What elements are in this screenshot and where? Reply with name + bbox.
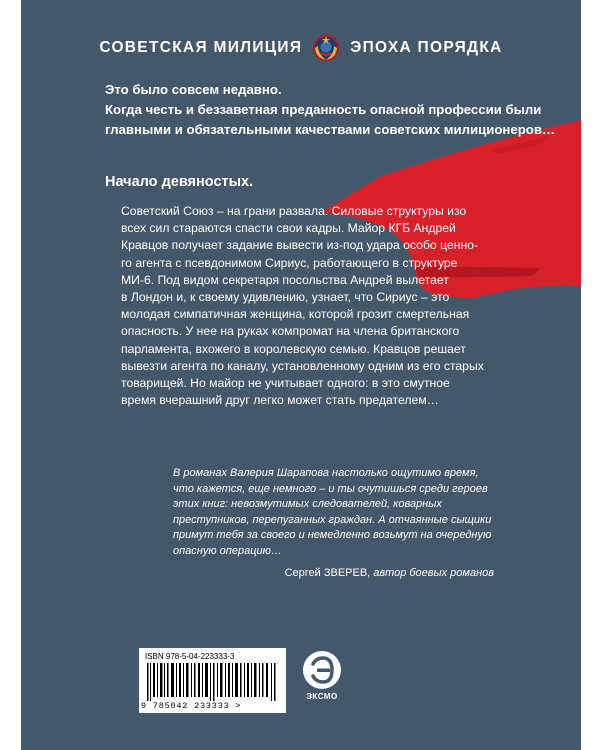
quote-line: преступников, перепуганных граждан. А отчаянные сыщики (173, 513, 492, 526)
publisher-name: ЭКСМО (306, 692, 338, 701)
intro-line-1: Это было совсем недавно. (105, 82, 282, 97)
isbn-label: ISBN 978-5-04-223333-3 (145, 652, 235, 661)
quote-line: примут тебя за своего и немедленно возьмут на очередную (173, 529, 492, 542)
synopsis-line: в Лондон и, к своему удивлению, узнает, что Сириус – это (121, 290, 450, 305)
synopsis-line: вывезти агента по каналу, установленному одним из его старых (121, 358, 484, 373)
quote-line: что кажется, еще немного – и ты очутишься среди героев (173, 482, 488, 495)
synopsis-line: всех сил стараются спасти свои кадры. Майор КГБ Андрей (121, 221, 456, 236)
synopsis-line: Советский Союз – на грани развала. Силовые структуры изо (121, 204, 467, 218)
quote-attribution (21, 567, 494, 579)
barcode-block (139, 648, 286, 713)
intro-text (105, 80, 575, 140)
quote-line: опасную операцию… (173, 544, 282, 557)
series-banner (21, 36, 581, 60)
quote-line: В романах Валерия Шарапова настолько ощутимо время, (173, 467, 479, 479)
attribution-role: автор боевых романов (373, 567, 494, 579)
barcode-icon (147, 663, 279, 701)
synopsis-text (121, 203, 505, 409)
synopsis-line: товарищей. Но майор не учитывает одного: в это смутное (121, 376, 450, 391)
series-title-left: СОВЕТСКАЯ МИЛИЦИЯ (99, 39, 303, 56)
synopsis-line: го агента с псевдонимом Сириус, работающего в структуре (121, 255, 458, 270)
quote-line: этих книг: невозмутимых следователей, коварных (173, 498, 442, 511)
synopsis-line: время вчерашний друг легко может стать предателем… (121, 393, 439, 408)
synopsis-line: парламента, вхожего в королевскую семью. Кравцов решает (121, 341, 466, 356)
intro-line-2: Когда честь и беззаветная преданность опасной профессии были главными и обязательными качествами советских милиционеров… (105, 102, 556, 137)
synopsis-line: опасность. У нее на руках компромат на члена британского (121, 324, 460, 339)
barcode-digits: 9 785042 233333 > (141, 701, 242, 711)
section-heading: Начало девяностых. (105, 174, 254, 190)
eksmo-logo-icon (302, 650, 342, 690)
attribution-name: Сергей ЗВЕРЕВ, (284, 567, 371, 579)
book-back-cover (21, 0, 581, 750)
synopsis-line: Кравцов получает задание вывести из-под удара особо ценно- (121, 238, 479, 253)
synopsis-line: МИ-6. Под видом секретаря посольства Андрей вылетает (121, 272, 449, 287)
publisher-logo (300, 650, 344, 710)
series-title-right: ЭПОХА ПОРЯДКА (350, 39, 503, 56)
soviet-emblem-icon (312, 34, 340, 62)
synopsis-line: молодая симпатичная женщина, которой грозит смертельная (121, 307, 470, 322)
review-quote (173, 466, 533, 560)
